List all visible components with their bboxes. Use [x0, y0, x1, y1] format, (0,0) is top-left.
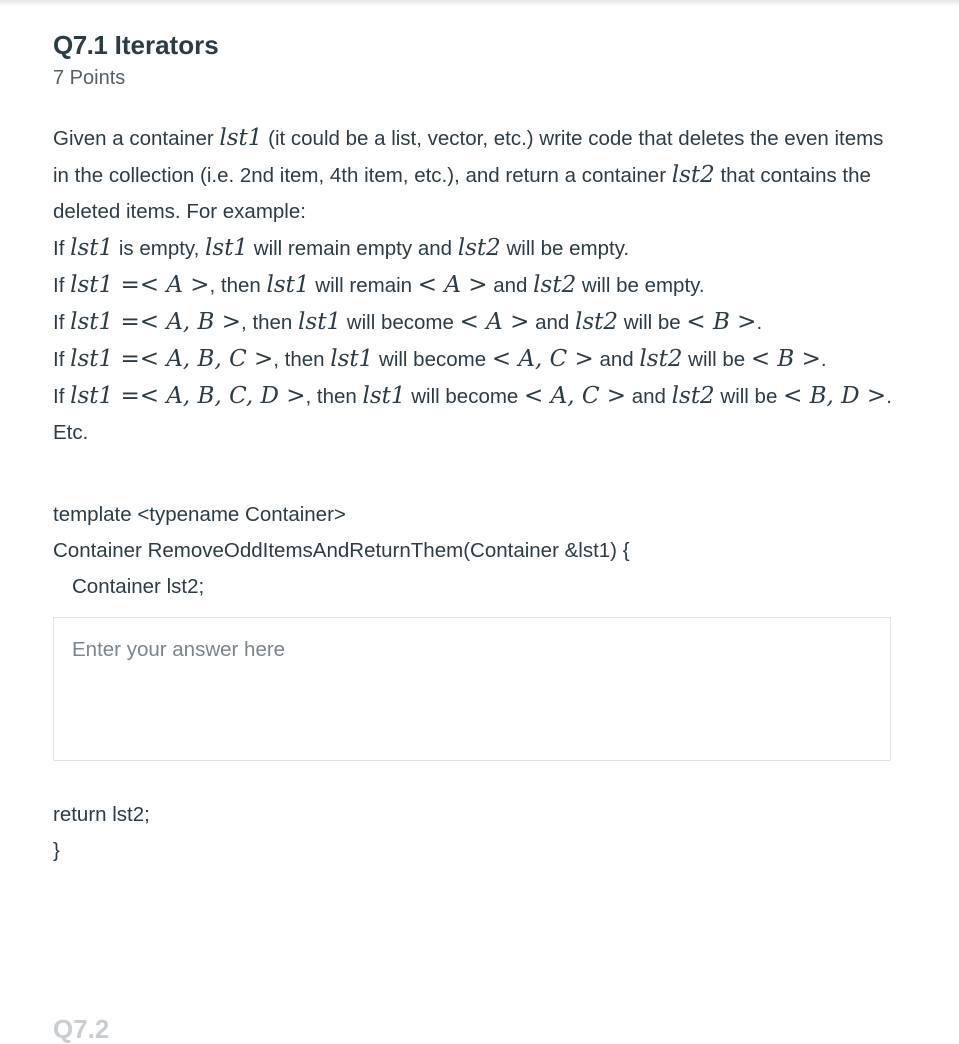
code-skeleton — [53, 497, 899, 605]
prompt-intro: Given a container lst1 (it could be a list, vector, etc.) write code that deletes the even items in the collection (i.e. 2nd item, 4th item, etc.), and return a container lst2 that contains the deleted items. For example: — [53, 125, 884, 223]
code-line-closing-brace: } — [53, 839, 60, 862]
question-title-text: Iterators — [114, 30, 219, 60]
example-four: If lst1 =< A, B, C, D >, then lst1 will become < A, C > and lst2 will be < B, D >. — [53, 383, 892, 409]
prompt-etc: Etc. — [53, 421, 89, 444]
example-three: If lst1 =< A, B, C >, then lst1 will become < A, C > and lst2 will be < B >. — [53, 346, 827, 372]
code-line-signature: Container RemoveOddItemsAndReturnThem(Container &lst1) { — [53, 539, 630, 562]
code-tail — [53, 797, 899, 869]
code-line-return: return lst2; — [53, 803, 150, 826]
question-points: 7 Points — [53, 67, 126, 89]
question-number: Q7.1 — [53, 30, 108, 60]
example-one: If lst1 =< A >, then lst1 will remain < A > and lst2 will be empty. — [53, 272, 705, 298]
next-question-title-peek: Q7.2 — [53, 1014, 110, 1044]
example-empty: If lst1 is empty, lst1 will remain empty and lst2 will be empty. — [53, 235, 630, 261]
question-title — [53, 28, 899, 62]
answer-input[interactable] — [53, 617, 891, 761]
question-7-1 — [53, 28, 899, 869]
top-shadow — [0, 0, 959, 6]
example-two: If lst1 =< A, B >, then lst1 will become < A > and lst2 will be < B >. — [53, 309, 763, 335]
code-line-declaration: Container lst2; — [72, 575, 205, 598]
code-line-template: template <typename Container> — [53, 503, 346, 526]
question-prompt — [53, 120, 899, 451]
